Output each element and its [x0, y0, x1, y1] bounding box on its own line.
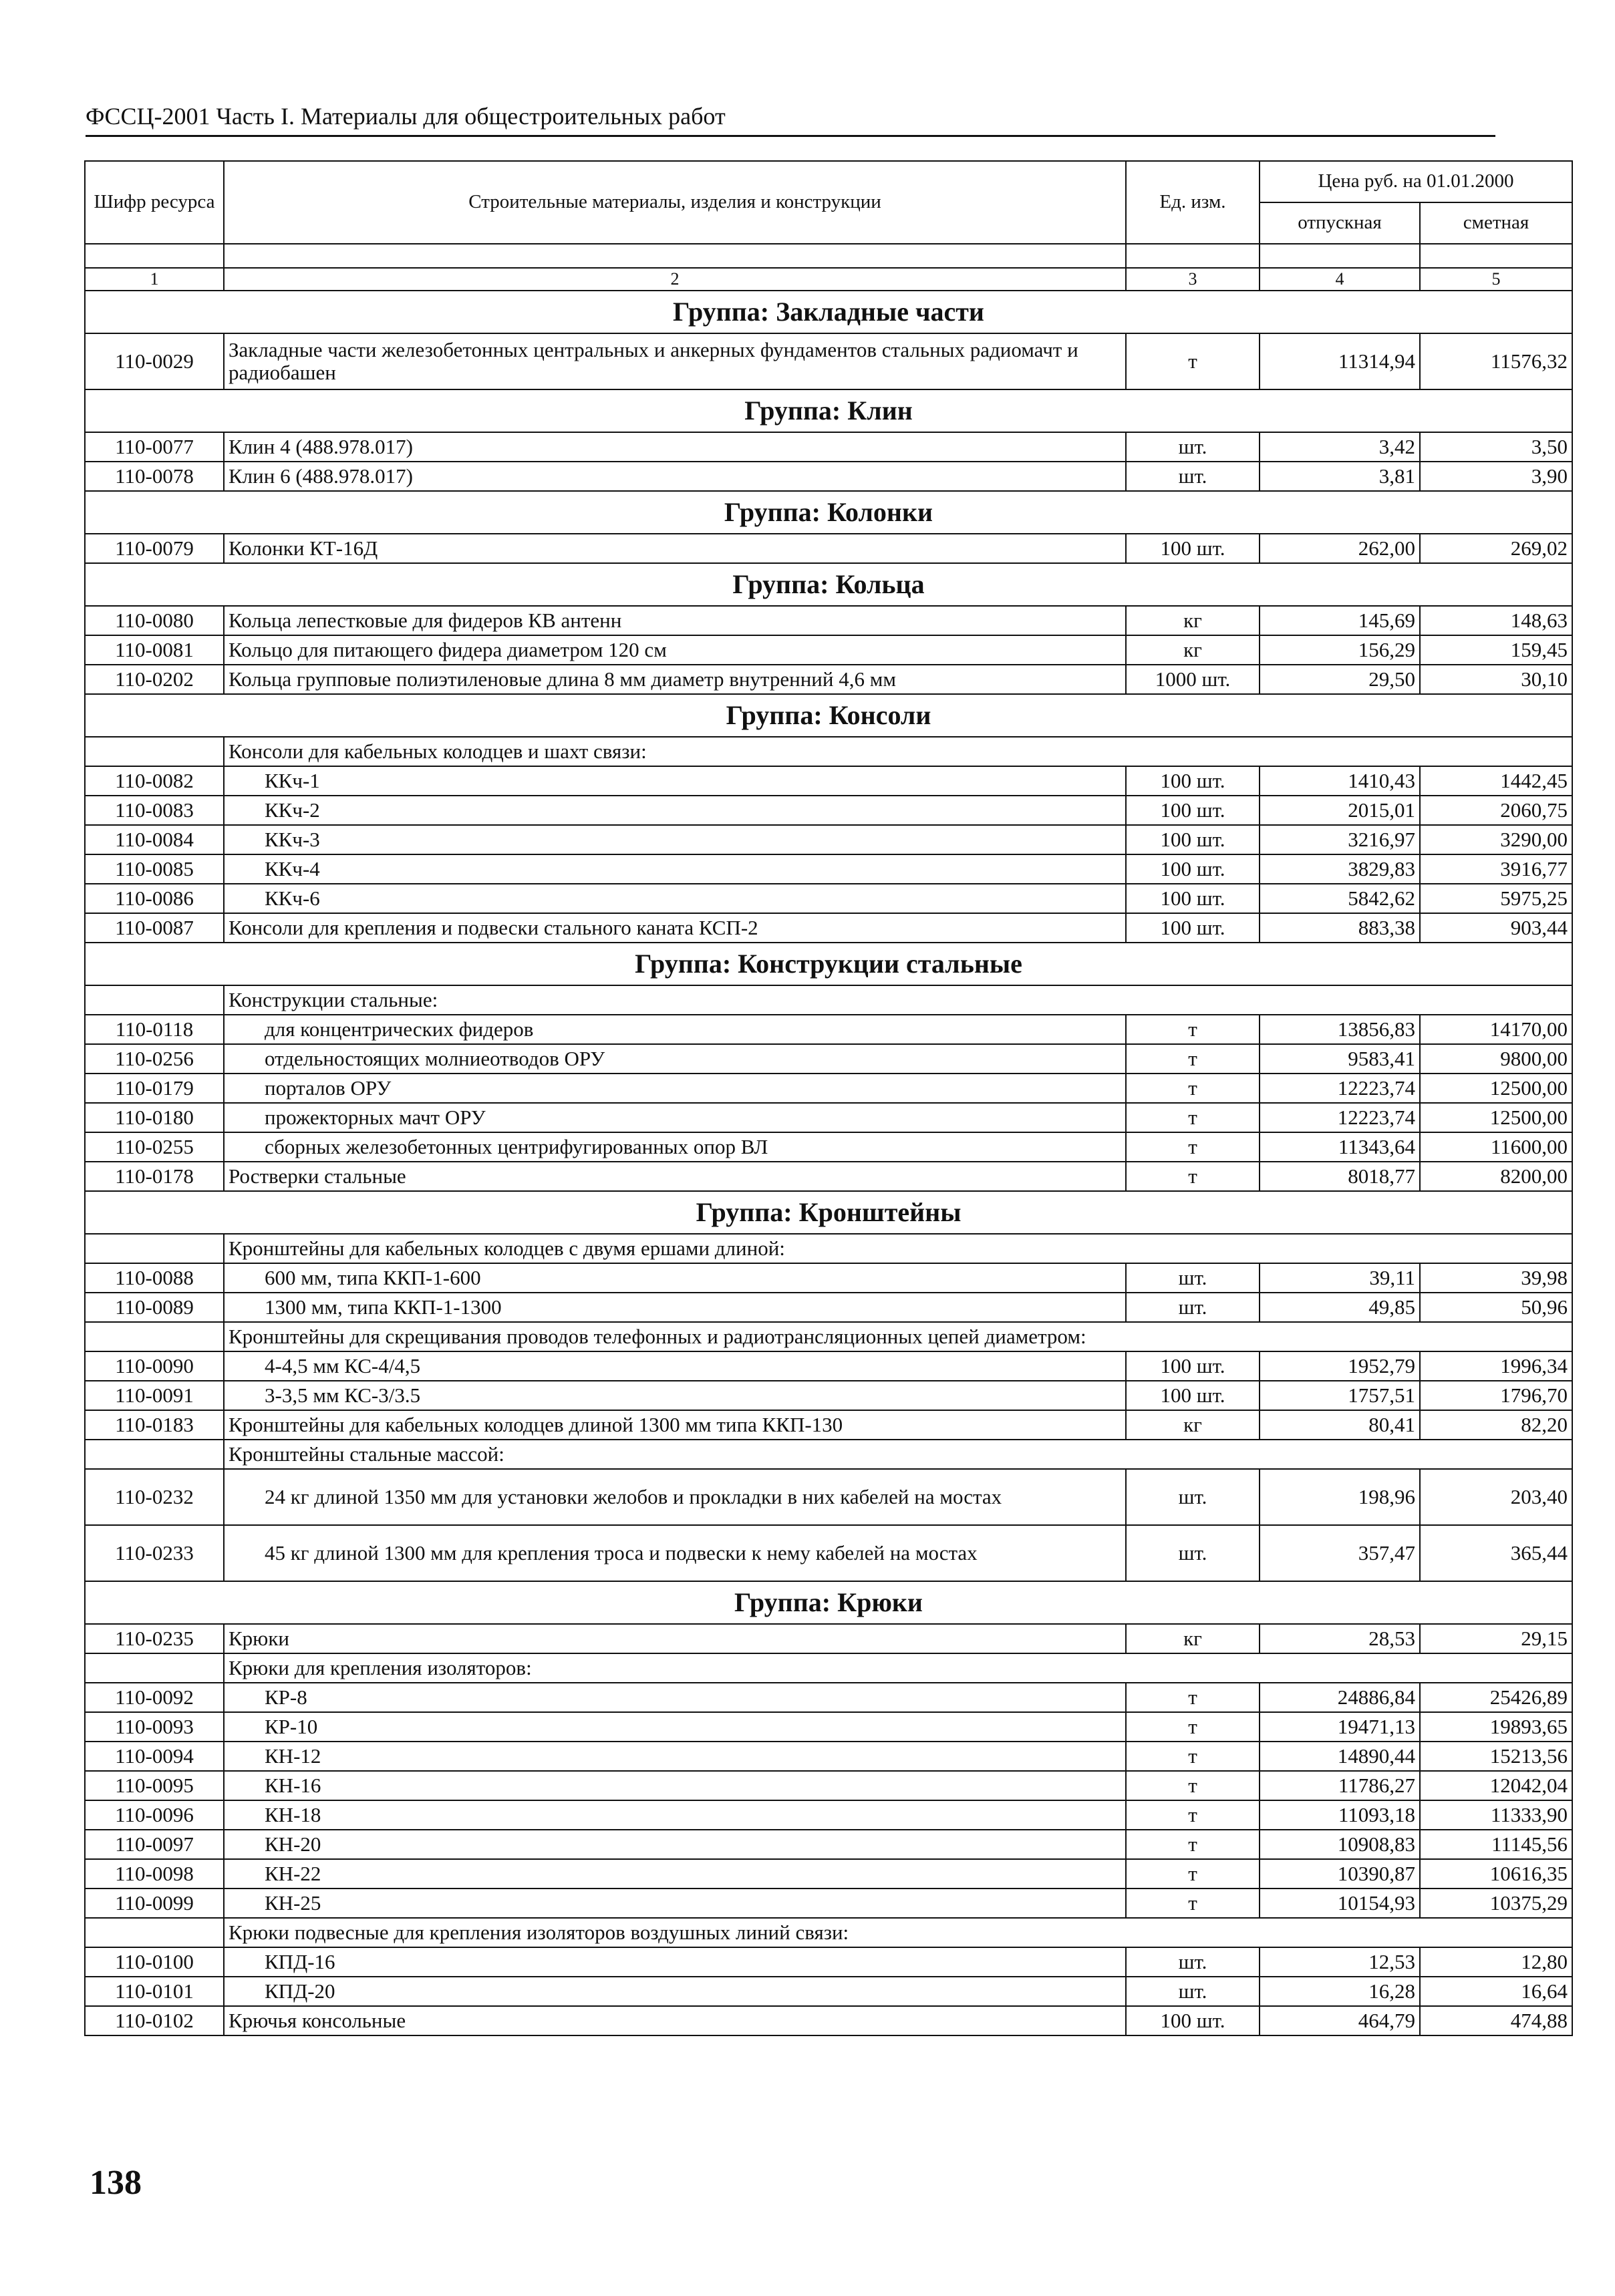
- release-price: 14890,44: [1260, 1742, 1420, 1771]
- group-header-row: [85, 291, 1572, 333]
- unit: т: [1126, 1162, 1260, 1191]
- unit: кг: [1126, 1410, 1260, 1440]
- estimate-price: 11145,56: [1420, 1830, 1572, 1859]
- resource-code: 110-0178: [85, 1162, 224, 1191]
- unit: т: [1126, 1044, 1260, 1074]
- material-name: Закладные части железобетонных центральных и анкерных фундаментов стальных радиомачт и радиобашен: [224, 333, 1126, 389]
- estimate-price: 1442,45: [1420, 766, 1572, 796]
- table-row: [85, 1381, 1572, 1410]
- table-row: [85, 606, 1572, 635]
- release-price: 1410,43: [1260, 766, 1420, 796]
- unit: шт.: [1126, 1977, 1260, 2006]
- table-header-row: [85, 161, 1572, 202]
- unit: 1000 шт.: [1126, 665, 1260, 694]
- material-name: Консоли для крепления и подвески стального каната КСП-2: [224, 913, 1126, 943]
- estimate-price: 903,44: [1420, 913, 1572, 943]
- group-header-row: [85, 389, 1572, 432]
- release-price: 198,96: [1260, 1469, 1420, 1525]
- release-price: 39,11: [1260, 1263, 1420, 1293]
- subgroup-row: [85, 1653, 1572, 1683]
- group-title: Группа: Колонки: [85, 491, 1572, 534]
- table-row: [85, 1947, 1572, 1977]
- unit: шт.: [1126, 1525, 1260, 1581]
- estimate-price: 10616,35: [1420, 1859, 1572, 1889]
- column-numbers-row: [85, 268, 1572, 291]
- table-row: [85, 1525, 1572, 1581]
- release-price: 1757,51: [1260, 1381, 1420, 1410]
- table-row: [85, 534, 1572, 563]
- group-title: Группа: Кольца: [85, 563, 1572, 606]
- resource-code: 110-0093: [85, 1712, 224, 1742]
- unit: кг: [1126, 606, 1260, 635]
- table-row: [85, 1351, 1572, 1381]
- unit: т: [1126, 1074, 1260, 1103]
- material-name: ККч-3: [224, 825, 1126, 854]
- resource-code: 110-0232: [85, 1469, 224, 1525]
- table-row: [85, 333, 1572, 389]
- table-row: [85, 665, 1572, 694]
- resource-code: 110-0255: [85, 1132, 224, 1162]
- estimate-price: 82,20: [1420, 1410, 1572, 1440]
- group-header-row: [85, 1191, 1572, 1234]
- material-name: КР-10: [224, 1712, 1126, 1742]
- release-price: 3829,83: [1260, 854, 1420, 884]
- table-row: [85, 1771, 1572, 1800]
- estimate-price: 11333,90: [1420, 1800, 1572, 1830]
- material-name: Кольцо для питающего фидера диаметром 120 см: [224, 635, 1126, 665]
- column-number: 1: [85, 268, 224, 291]
- estimate-price: 12500,00: [1420, 1074, 1572, 1103]
- material-name: прожекторных мачт ОРУ: [224, 1103, 1126, 1132]
- resource-code: 110-0256: [85, 1044, 224, 1074]
- resource-code: 110-0077: [85, 432, 224, 462]
- subgroup-code-cell: [85, 1653, 224, 1683]
- page-number: 138: [90, 2164, 142, 2202]
- material-name: ККч-6: [224, 884, 1126, 913]
- release-price: 357,47: [1260, 1525, 1420, 1581]
- estimate-price: 148,63: [1420, 606, 1572, 635]
- estimate-price: 14170,00: [1420, 1015, 1572, 1044]
- release-price: 11786,27: [1260, 1771, 1420, 1800]
- release-price: 11343,64: [1260, 1132, 1420, 1162]
- unit: т: [1126, 1015, 1260, 1044]
- resource-code: 110-0092: [85, 1683, 224, 1712]
- material-name: ККч-1: [224, 766, 1126, 796]
- release-price: 19471,13: [1260, 1712, 1420, 1742]
- unit: т: [1126, 1683, 1260, 1712]
- unit: шт.: [1126, 1947, 1260, 1977]
- material-name: Клин 4 (488.978.017): [224, 432, 1126, 462]
- unit: 100 шт.: [1126, 884, 1260, 913]
- unit: 100 шт.: [1126, 1351, 1260, 1381]
- material-name: отдельностоящих молниеотводов ОРУ: [224, 1044, 1126, 1074]
- table-row: [85, 825, 1572, 854]
- table-row: [85, 635, 1572, 665]
- unit: т: [1126, 1830, 1260, 1859]
- table-row: [85, 1162, 1572, 1191]
- resource-code: 110-0099: [85, 1889, 224, 1918]
- resource-code: 110-0081: [85, 635, 224, 665]
- release-price: 464,79: [1260, 2006, 1420, 2035]
- unit: 100 шт.: [1126, 2006, 1260, 2035]
- unit: шт.: [1126, 432, 1260, 462]
- group-title: Группа: Крюки: [85, 1581, 1572, 1624]
- release-price: 8018,77: [1260, 1162, 1420, 1191]
- resource-code: 110-0118: [85, 1015, 224, 1044]
- table-row: [85, 1624, 1572, 1653]
- unit: т: [1126, 1889, 1260, 1918]
- resource-code: 110-0086: [85, 884, 224, 913]
- estimate-price: 269,02: [1420, 534, 1572, 563]
- table-row: [85, 1830, 1572, 1859]
- header-unit: Ед. изм.: [1126, 161, 1260, 244]
- unit: 100 шт.: [1126, 534, 1260, 563]
- estimate-price: 16,64: [1420, 1977, 1572, 2006]
- subgroup-label: Крюки подвесные для крепления изоляторов воздушных линий связи:: [224, 1918, 1572, 1947]
- material-name: Кронштейны для кабельных колодцев длиной 1300 мм типа ККП-130: [224, 1410, 1126, 1440]
- group-title: Группа: Клин: [85, 389, 1572, 432]
- table-row: [85, 1132, 1572, 1162]
- unit: шт.: [1126, 1263, 1260, 1293]
- table-row: [85, 1859, 1572, 1889]
- material-name: ККч-4: [224, 854, 1126, 884]
- table-body: [85, 291, 1572, 2035]
- resource-code: 110-0084: [85, 825, 224, 854]
- release-price: 10390,87: [1260, 1859, 1420, 1889]
- estimate-price: 159,45: [1420, 635, 1572, 665]
- release-price: 29,50: [1260, 665, 1420, 694]
- unit: т: [1126, 1742, 1260, 1771]
- resource-code: 110-0180: [85, 1103, 224, 1132]
- subgroup-row: [85, 737, 1572, 766]
- estimate-price: 8200,00: [1420, 1162, 1572, 1191]
- estimate-price: 12500,00: [1420, 1103, 1572, 1132]
- header-price: Цена руб. на 01.01.2000: [1260, 161, 1572, 202]
- estimate-price: 30,10: [1420, 665, 1572, 694]
- estimate-price: 12042,04: [1420, 1771, 1572, 1800]
- table-row: [85, 1293, 1572, 1322]
- subgroup-label: Кронштейны для кабельных колодцев с двумя ершами длиной:: [224, 1234, 1572, 1263]
- release-price: 10908,83: [1260, 1830, 1420, 1859]
- release-price: 13856,83: [1260, 1015, 1420, 1044]
- release-price: 262,00: [1260, 534, 1420, 563]
- material-name: 600 мм, типа ККП-1-600: [224, 1263, 1126, 1293]
- material-name: 3-3,5 мм КС-3/3.5: [224, 1381, 1126, 1410]
- material-name: сборных железобетонных центрифугированных опор ВЛ: [224, 1132, 1126, 1162]
- header-estimate-price: сметная: [1420, 202, 1572, 244]
- resource-code: 110-0233: [85, 1525, 224, 1581]
- table-row: [85, 1015, 1572, 1044]
- subgroup-label: Кронштейны для скрещивания проводов телефонных и радиотрансляционных цепей диаметром:: [224, 1322, 1572, 1351]
- estimate-price: 3,50: [1420, 432, 1572, 462]
- resource-code: 110-0087: [85, 913, 224, 943]
- estimate-price: 2060,75: [1420, 796, 1572, 825]
- group-header-row: [85, 943, 1572, 985]
- subgroup-label: Кронштейны стальные массой:: [224, 1440, 1572, 1469]
- table-row: [85, 1800, 1572, 1830]
- unit: шт.: [1126, 1469, 1260, 1525]
- release-price: 1952,79: [1260, 1351, 1420, 1381]
- release-price: 145,69: [1260, 606, 1420, 635]
- subgroup-label: Консоли для кабельных колодцев и шахт связи:: [224, 737, 1572, 766]
- subgroup-row: [85, 985, 1572, 1015]
- column-number: 5: [1420, 268, 1572, 291]
- unit: т: [1126, 1771, 1260, 1800]
- group-header-row: [85, 1581, 1572, 1624]
- release-price: 9583,41: [1260, 1044, 1420, 1074]
- table-row: [85, 1263, 1572, 1293]
- release-price: 12,53: [1260, 1947, 1420, 1977]
- material-name: 1300 мм, типа ККП-1-1300: [224, 1293, 1126, 1322]
- table-row: [85, 1683, 1572, 1712]
- estimate-price: 3290,00: [1420, 825, 1572, 854]
- header-name: Строительные материалы, изделия и конструкции: [224, 161, 1126, 244]
- release-price: 12223,74: [1260, 1074, 1420, 1103]
- table-row: [85, 796, 1572, 825]
- table-row: [85, 462, 1572, 491]
- table-row: [85, 1103, 1572, 1132]
- material-name: для концентрических фидеров: [224, 1015, 1126, 1044]
- resource-code: 110-0096: [85, 1800, 224, 1830]
- resource-code: 110-0089: [85, 1293, 224, 1322]
- resource-code: 110-0183: [85, 1410, 224, 1440]
- table-row: [85, 766, 1572, 796]
- unit: 100 шт.: [1126, 854, 1260, 884]
- unit: кг: [1126, 635, 1260, 665]
- resource-code: 110-0091: [85, 1381, 224, 1410]
- material-name: Кольца лепестковые для фидеров КВ антенн: [224, 606, 1126, 635]
- resource-code: 110-0102: [85, 2006, 224, 2035]
- resource-code: 110-0083: [85, 796, 224, 825]
- estimate-price: 9800,00: [1420, 1044, 1572, 1074]
- unit: т: [1126, 1800, 1260, 1830]
- group-title: Группа: Закладные части: [85, 291, 1572, 333]
- release-price: 3,81: [1260, 462, 1420, 491]
- release-price: 2015,01: [1260, 796, 1420, 825]
- group-title: Группа: Кронштейны: [85, 1191, 1572, 1234]
- estimate-price: 25426,89: [1420, 1683, 1572, 1712]
- table-row: [85, 1044, 1572, 1074]
- subgroup-row: [85, 1440, 1572, 1469]
- resource-code: 110-0101: [85, 1977, 224, 2006]
- estimate-price: 203,40: [1420, 1469, 1572, 1525]
- release-price: 3216,97: [1260, 825, 1420, 854]
- release-price: 156,29: [1260, 635, 1420, 665]
- unit: 100 шт.: [1126, 913, 1260, 943]
- subgroup-code-cell: [85, 1918, 224, 1947]
- unit: т: [1126, 1712, 1260, 1742]
- resource-code: 110-0098: [85, 1859, 224, 1889]
- estimate-price: 365,44: [1420, 1525, 1572, 1581]
- group-header-row: [85, 491, 1572, 534]
- estimate-price: 15213,56: [1420, 1742, 1572, 1771]
- material-name: КН-16: [224, 1771, 1126, 1800]
- resource-code: 110-0094: [85, 1742, 224, 1771]
- release-price: 883,38: [1260, 913, 1420, 943]
- resource-code: 110-0079: [85, 534, 224, 563]
- subgroup-code-cell: [85, 985, 224, 1015]
- release-price: 5842,62: [1260, 884, 1420, 913]
- table-row: [85, 1712, 1572, 1742]
- table-row: [85, 913, 1572, 943]
- resource-code: 110-0078: [85, 462, 224, 491]
- estimate-price: 50,96: [1420, 1293, 1572, 1322]
- table-row: [85, 1742, 1572, 1771]
- release-price: 11093,18: [1260, 1800, 1420, 1830]
- header-code: Шифр ресурса: [85, 161, 224, 244]
- estimate-price: 39,98: [1420, 1263, 1572, 1293]
- release-price: 3,42: [1260, 432, 1420, 462]
- table-row: [85, 884, 1572, 913]
- column-number: 3: [1126, 268, 1260, 291]
- release-price: 80,41: [1260, 1410, 1420, 1440]
- subgroup-row: [85, 1234, 1572, 1263]
- resource-code: 110-0097: [85, 1830, 224, 1859]
- material-name: Клин 6 (488.978.017): [224, 462, 1126, 491]
- subgroup-code-cell: [85, 1440, 224, 1469]
- table-row: [85, 432, 1572, 462]
- release-price: 49,85: [1260, 1293, 1420, 1322]
- material-name: ККч-2: [224, 796, 1126, 825]
- release-price: 11314,94: [1260, 333, 1420, 389]
- unit: кг: [1126, 1624, 1260, 1653]
- group-title: Группа: Консоли: [85, 694, 1572, 737]
- material-name: Кольца групповые полиэтиленовые длина 8 мм диаметр внутренний 4,6 мм: [224, 665, 1126, 694]
- estimate-price: 12,80: [1420, 1947, 1572, 1977]
- material-name: КПД-20: [224, 1977, 1126, 2006]
- material-name: КПД-16: [224, 1947, 1126, 1977]
- subgroup-row: [85, 1322, 1572, 1351]
- unit: шт.: [1126, 462, 1260, 491]
- column-number: 4: [1260, 268, 1420, 291]
- price-table: [84, 160, 1573, 2036]
- release-price: 28,53: [1260, 1624, 1420, 1653]
- header-spacer-row: [85, 244, 1572, 268]
- group-title: Группа: Конструкции стальные: [85, 943, 1572, 985]
- unit: 100 шт.: [1126, 1381, 1260, 1410]
- resource-code: 110-0179: [85, 1074, 224, 1103]
- unit: т: [1126, 333, 1260, 389]
- table-row: [85, 1074, 1572, 1103]
- estimate-price: 3916,77: [1420, 854, 1572, 884]
- resource-code: 110-0090: [85, 1351, 224, 1381]
- material-name: Крючья консольные: [224, 2006, 1126, 2035]
- release-price: 12223,74: [1260, 1103, 1420, 1132]
- material-name: Колонки КТ-16Д: [224, 534, 1126, 563]
- material-name: КР-8: [224, 1683, 1126, 1712]
- estimate-price: 29,15: [1420, 1624, 1572, 1653]
- estimate-price: 11576,32: [1420, 333, 1572, 389]
- header-release-price: отпускная: [1260, 202, 1420, 244]
- unit: т: [1126, 1859, 1260, 1889]
- material-name: 24 кг длиной 1350 мм для установки желобов и прокладки в них кабелей на мостах: [224, 1469, 1126, 1525]
- unit: т: [1126, 1132, 1260, 1162]
- table-row: [85, 1410, 1572, 1440]
- resource-code: 110-0029: [85, 333, 224, 389]
- estimate-price: 5975,25: [1420, 884, 1572, 913]
- subgroup-label: Конструкции стальные:: [224, 985, 1572, 1015]
- material-name: КН-22: [224, 1859, 1126, 1889]
- estimate-price: 3,90: [1420, 462, 1572, 491]
- unit: 100 шт.: [1126, 796, 1260, 825]
- estimate-price: 19893,65: [1420, 1712, 1572, 1742]
- subgroup-code-cell: [85, 1322, 224, 1351]
- table-row: [85, 1889, 1572, 1918]
- material-name: КН-12: [224, 1742, 1126, 1771]
- column-number: 2: [224, 268, 1126, 291]
- estimate-price: 11600,00: [1420, 1132, 1572, 1162]
- subgroup-code-cell: [85, 737, 224, 766]
- table-row: [85, 1977, 1572, 2006]
- unit: 100 шт.: [1126, 825, 1260, 854]
- subgroup-row: [85, 1918, 1572, 1947]
- unit: шт.: [1126, 1293, 1260, 1322]
- material-name: Ростверки стальные: [224, 1162, 1126, 1191]
- release-price: 24886,84: [1260, 1683, 1420, 1712]
- resource-code: 110-0085: [85, 854, 224, 884]
- resource-code: 110-0080: [85, 606, 224, 635]
- estimate-price: 10375,29: [1420, 1889, 1572, 1918]
- unit: 100 шт.: [1126, 766, 1260, 796]
- material-name: 45 кг длиной 1300 мм для крепления троса и подвески к нему кабелей на мостах: [224, 1525, 1126, 1581]
- page-header: ФССЦ-2001 Часть I. Материалы для общестроительных работ: [86, 100, 1495, 137]
- resource-code: 110-0082: [85, 766, 224, 796]
- estimate-price: 1996,34: [1420, 1351, 1572, 1381]
- estimate-price: 1796,70: [1420, 1381, 1572, 1410]
- table-row: [85, 1469, 1572, 1525]
- resource-code: 110-0088: [85, 1263, 224, 1293]
- material-name: КН-18: [224, 1800, 1126, 1830]
- resource-code: 110-0235: [85, 1624, 224, 1653]
- subgroup-label: Крюки для крепления изоляторов:: [224, 1653, 1572, 1683]
- table-row: [85, 2006, 1572, 2035]
- material-name: КН-25: [224, 1889, 1126, 1918]
- table-row: [85, 854, 1572, 884]
- material-name: Крюки: [224, 1624, 1126, 1653]
- resource-code: 110-0202: [85, 665, 224, 694]
- price-table-container: [84, 160, 1568, 2036]
- release-price: 10154,93: [1260, 1889, 1420, 1918]
- estimate-price: 474,88: [1420, 2006, 1572, 2035]
- material-name: КН-20: [224, 1830, 1126, 1859]
- resource-code: 110-0100: [85, 1947, 224, 1977]
- material-name: порталов ОРУ: [224, 1074, 1126, 1103]
- unit: т: [1126, 1103, 1260, 1132]
- release-price: 16,28: [1260, 1977, 1420, 2006]
- material-name: 4-4,5 мм КС-4/4,5: [224, 1351, 1126, 1381]
- group-header-row: [85, 563, 1572, 606]
- group-header-row: [85, 694, 1572, 737]
- subgroup-code-cell: [85, 1234, 224, 1263]
- resource-code: 110-0095: [85, 1771, 224, 1800]
